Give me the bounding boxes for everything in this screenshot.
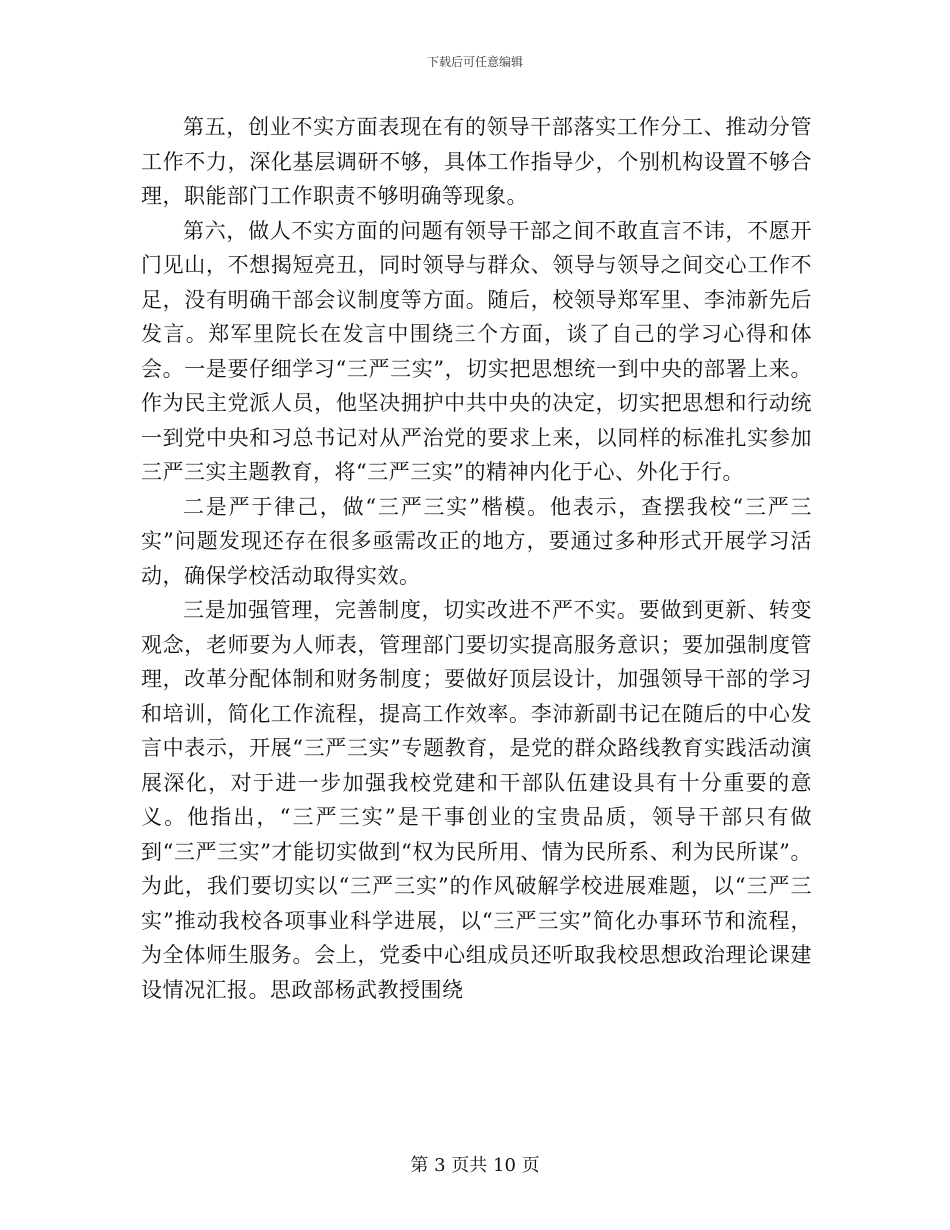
page-header-note: 下载后可任意编辑	[426, 55, 523, 69]
paragraph-second-point: 二是严于律己，做“三严三实”楷模。他表示，查摆我校“三严三实”问题发现还存在很多亟需改正的地方，要通过多种形式开展学习活动，确保学校活动取得实效。	[141, 494, 812, 588]
paragraph-fifth: 第五，创业不实方面表现在有的领导干部落实工作分工、推动分管工作不力，深化基层调研不够，具体工作指导少，个别机构设置不够合理，职能部门工作职责不够明确等现象。	[141, 115, 812, 208]
paragraph-sixth: 第六，做人不实方面的问题有领导干部之间不敢直言不讳，不愿开门见山，不想揭短亮丑，同时领导与群众、领导与领导之间交心工作不足，没有明确干部会议制度等方面。随后，校领导郑军里、李沛新先后发言。郑军里院长在发言中围绕三个方面，谈了自己的学习心得和体会。一是要仔细学习“三严三实”，切实把思想统一到中央的部署上来。作为民主党派人员，他坚决拥护中共中央的决定，切实把思想和行动统一到党中央和习总书记对从严治党的要求上来，以同样的标准扎实参加三严三实主题教育，将“三严三实”的精神内化于心、外化于行。	[141, 218, 812, 484]
document-body	[141, 110, 812, 1007]
page-number: 第 3 页共 10 页	[410, 1155, 540, 1176]
paragraph-third-point: 三是加强管理，完善制度，切实改进不严不实。要做到更新、转变观念，老师要为人师表，管理部门要切实提高服务意识；要加强制度管理，改革分配体制和财务制度；要做好顶层设计，加强领导干部的学习和培训，简化工作流程，提高工作效率。李沛新副书记在随后的中心发言中表示，开展“三严三实”专题教育，是党的群众路线教育实践活动演展深化，对于进一步加强我校党建和干部队伍建设具有十分重要的意义。他指出，“三严三实”是干事创业的宝贵品质，领导干部只有做到“三严三实”才能切实做到“权为民所用、情为民所系、利为民所谋”。为此，我们要切实以“三严三实”的作风破解学校进展难题，以“三严三实”推动我校各项事业科学进展，以“三严三实”简化办事环节和流程，为全体师生服务。会上，党委中心组成员还听取我校思想政治理论课建设情况汇报。思政部杨武教授围绕	[141, 598, 812, 1002]
